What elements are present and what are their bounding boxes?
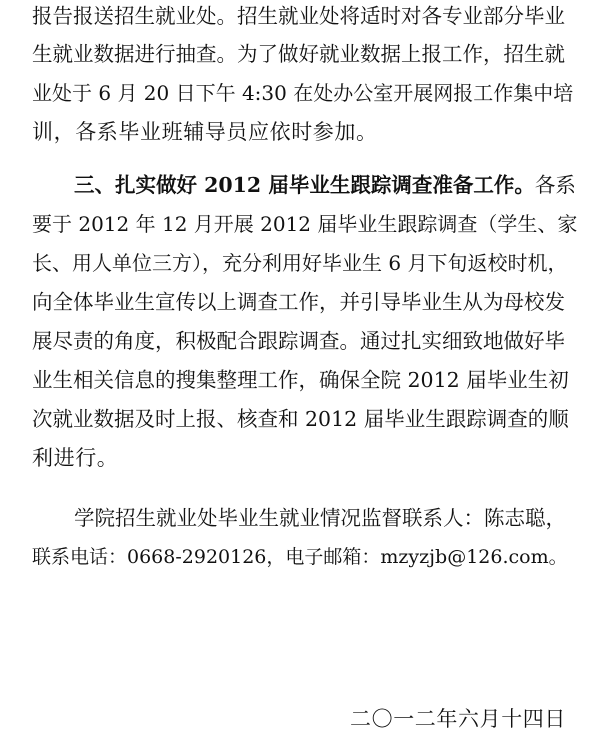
paragraph-2-line-1-rest: 各系 [534,173,576,197]
paragraph-2-line-6: 业生相关信息的搜集整理工作，确保全院 2012 届毕业生初 [32,368,569,392]
paragraph-1-line-1: 报告报送招生就业处。招生就业处将适时对各专业部分毕业 [32,4,565,28]
paragraph-2-line-2: 要于 2012 年 12 月开展 2012 届毕业生跟踪调查（学生、家 [32,212,578,236]
paragraph-2-line-5: 展尽责的角度，积极配合跟踪调查。通过扎实细致地做好毕 [32,329,565,353]
contact-line-1: 学院招生就业处毕业生就业情况监督联系人：陈志聪， [74,506,566,530]
paragraph-2-line-4: 向全体毕业生宣传以上调查工作，并引导毕业生从为母校发 [32,290,565,314]
paragraph-2-line-3: 长、用人单位三方），充分利用好毕业生 6 月下旬返校时机， [32,251,568,275]
paragraph-2-line-7: 次就业数据及时上报、核查和 2012 届毕业生跟踪调查的顺 [32,407,569,431]
paragraph-1-line-3: 业处于 6 月 20 日下午 4:30 在处办公室开展网报工作集中培 [32,81,574,105]
section-heading: 三、扎实做好 2012 届毕业生跟踪调查准备工作。 [74,173,535,197]
document-date: 二〇一二年六月十四日 [350,707,566,731]
paragraph-1-line-2: 生就业数据进行抽查。为了做好就业数据上报工作，招生就 [32,42,565,66]
paragraph-1-line-4: 训，各系毕业班辅导员应依时参加。 [32,120,378,144]
contact-line-2: 联系电话：0668-2920126，电子邮箱：mzyzjb@126.com。 [32,546,568,568]
paragraph-2-line-8: 利进行。 [32,446,119,470]
paragraph-2-line-1 [74,172,580,198]
